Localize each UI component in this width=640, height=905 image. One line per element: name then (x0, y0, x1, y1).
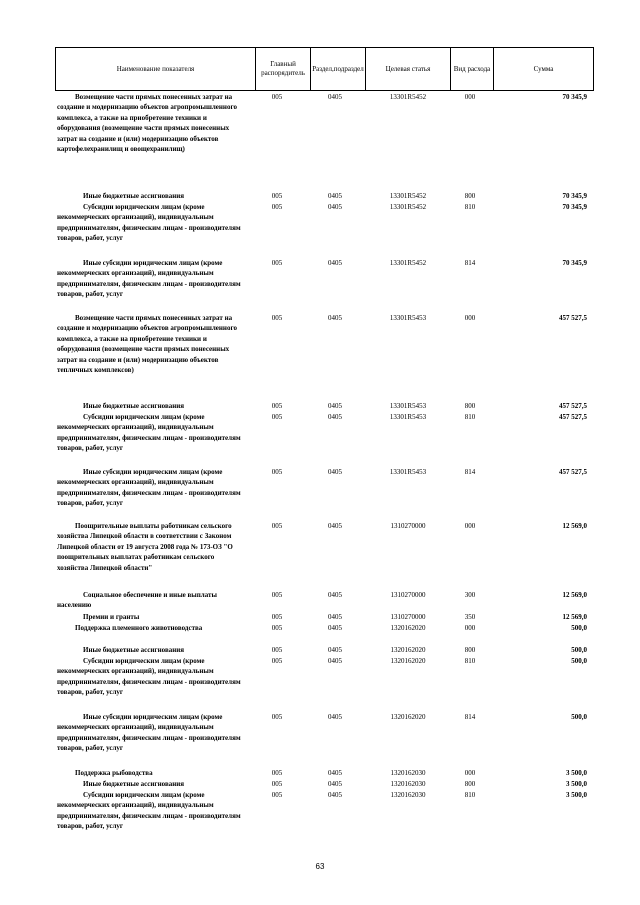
row-cs: 13301R5452 (389, 203, 427, 211)
row-cs: 1320162030 (390, 780, 426, 788)
row-sum: 12 569,0 (562, 591, 587, 599)
row-name: Иные бюджетные ассигнования (83, 646, 185, 654)
row-name: Иные субсидии юридическим лицам (кроме некоммерческих организаций), индивидуальным предпринимателям, физическим лицам - производителям товаров, работ, услуг (57, 468, 241, 508)
row-gr: 005 (271, 646, 283, 654)
row-vr: 810 (464, 791, 476, 799)
row-vr: 814 (464, 259, 476, 267)
row-name: Социальное обеспечение и иные выплаты населению (57, 591, 217, 610)
row-sum: 70 345,9 (562, 259, 587, 267)
row-cs: 13301R5453 (389, 468, 427, 476)
row-gr: 005 (271, 591, 283, 599)
row-sum: 3 500,0 (566, 791, 587, 799)
row-gr: 005 (271, 624, 283, 632)
row-rz: 0405 (328, 657, 342, 665)
row-rz: 0405 (328, 780, 342, 788)
header-section: Раздел,подраздел (311, 48, 366, 91)
header-main-manager: Главный распорядитель (256, 48, 311, 91)
row-vr: 810 (464, 657, 476, 665)
row-sum: 500,0 (571, 646, 587, 654)
row-gr: 005 (271, 203, 283, 211)
row-gr: 005 (271, 791, 283, 799)
row-sum: 500,0 (571, 657, 587, 665)
row-vr: 814 (464, 713, 476, 721)
row-gr: 005 (271, 259, 283, 267)
row-gr: 005 (271, 93, 283, 101)
row-vr: 350 (464, 613, 476, 621)
row-name: Иные бюджетные ассигнования (83, 192, 185, 200)
row-cs: 1320162030 (390, 791, 426, 799)
row-cs: 1310270000 (390, 522, 426, 530)
table-header (55, 47, 594, 91)
row-rz: 0405 (328, 624, 342, 632)
row-rz: 0405 (328, 413, 342, 421)
row-cs: 1320162020 (390, 657, 426, 665)
row-name: Возмещение части прямых понесенных затрат на создание и модернизацию объектов агропромышленного комплекса, а также на приобретение техники и оборудования (возмещение части прямых понесенных затрат на создание и (или) модернизацию объектов картофелехранилищ и овощехранилищ) (57, 93, 237, 154)
row-sum: 457 527,5 (559, 402, 587, 410)
row-name: Субсидии юридическим лицам (кроме некоммерческих организаций), индивидуальным предпринимателям, физическим лицам - производителям товаров, работ, услуг (57, 657, 241, 697)
row-rz: 0405 (328, 259, 342, 267)
row-gr: 005 (271, 613, 283, 621)
row-sum: 70 345,9 (562, 203, 587, 211)
row-vr: 800 (464, 192, 476, 200)
row-vr: 000 (464, 522, 476, 530)
row-sum: 12 569,0 (562, 522, 587, 530)
row-gr: 005 (271, 769, 283, 777)
row-cs: 13301R5452 (389, 192, 427, 200)
row-vr: 300 (464, 591, 476, 599)
row-name: Поддержка рыбоводства (75, 769, 153, 777)
row-name: Субсидии юридическим лицам (кроме некоммерческих организаций), индивидуальным предпринимателям, физическим лицам - производителям товаров, работ, услуг (57, 203, 241, 243)
row-sum: 3 500,0 (566, 769, 587, 777)
row-vr: 000 (464, 93, 476, 101)
row-cs: 1320162030 (390, 769, 426, 777)
header-name: Наименование показателя (56, 48, 256, 91)
row-gr: 005 (271, 413, 283, 421)
row-sum: 70 345,9 (562, 192, 587, 200)
row-gr: 005 (271, 657, 283, 665)
header-sum: Сумма (494, 48, 594, 91)
row-vr: 814 (464, 468, 476, 476)
row-cs: 13301R5452 (389, 259, 427, 267)
row-rz: 0405 (328, 646, 342, 654)
row-cs: 1310270000 (390, 613, 426, 621)
row-rz: 0405 (328, 591, 342, 599)
row-name: Иные бюджетные ассигнования (83, 780, 185, 788)
row-gr: 005 (271, 713, 283, 721)
row-rz: 0405 (328, 713, 342, 721)
row-cs: 1310270000 (390, 591, 426, 599)
row-vr: 800 (464, 646, 476, 654)
row-name: Поощрительные выплаты работникам сельского хозяйства Липецкой области в соответствии с Законом Липецкой области от 19 августа 2008 года № 173-ОЗ "О поощрительных выплатах работникам сельского хозяйства Липецкой области" (57, 522, 233, 572)
row-cs: 13301R5452 (389, 93, 427, 101)
row-name: Иные субсидии юридическим лицам (кроме некоммерческих организаций), индивидуальным предпринимателям, физическим лицам - производителям товаров, работ, услуг (57, 713, 241, 753)
row-name: Премии и гранты (83, 613, 140, 621)
row-sum: 500,0 (571, 624, 587, 632)
row-sum: 457 527,5 (559, 413, 587, 421)
row-gr: 005 (271, 780, 283, 788)
row-gr: 005 (271, 522, 283, 530)
row-sum: 457 527,5 (559, 314, 587, 322)
row-rz: 0405 (328, 93, 342, 101)
row-vr: 000 (464, 769, 476, 777)
row-vr: 000 (464, 314, 476, 322)
header-expense-type: Вид расхода (451, 48, 494, 91)
row-rz: 0405 (328, 203, 342, 211)
row-name: Субсидии юридическим лицам (кроме некоммерческих организаций), индивидуальным предпринимателям, физическим лицам - производителям товаров, работ, услуг (57, 791, 241, 831)
row-vr: 810 (464, 413, 476, 421)
row-rz: 0405 (328, 192, 342, 200)
row-gr: 005 (271, 402, 283, 410)
row-cs: 1320162020 (390, 713, 426, 721)
row-rz: 0405 (328, 791, 342, 799)
row-gr: 005 (271, 192, 283, 200)
row-sum: 12 569,0 (562, 613, 587, 621)
row-vr: 000 (464, 624, 476, 632)
row-rz: 0405 (328, 522, 342, 530)
row-rz: 0405 (328, 468, 342, 476)
row-sum: 70 345,9 (562, 93, 587, 101)
row-name: Поддержка племенного животноводства (75, 624, 203, 632)
row-vr: 800 (464, 780, 476, 788)
row-rz: 0405 (328, 402, 342, 410)
row-vr: 810 (464, 203, 476, 211)
row-cs: 13301R5453 (389, 402, 427, 410)
row-sum: 500,0 (571, 713, 587, 721)
row-gr: 005 (271, 314, 283, 322)
row-gr: 005 (271, 468, 283, 476)
row-rz: 0405 (328, 769, 342, 777)
row-sum: 457 527,5 (559, 468, 587, 476)
header-target: Целевая статья (366, 48, 451, 91)
row-cs: 13301R5453 (389, 314, 427, 322)
page-number: 63 (315, 862, 325, 871)
row-name: Субсидии юридическим лицам (кроме некоммерческих организаций), индивидуальным предпринимателям, физическим лицам - производителям товаров, работ, услуг (57, 413, 241, 453)
row-name: Возмещение части прямых понесенных затрат на создание и модернизацию объектов агропромышленного комплекса, а также на приобретение техники и оборудования (возмещение части прямых понесенных затрат на создание и (или) модернизацию объектов тепличных комплексов) (57, 314, 237, 375)
row-name: Иные субсидии юридическим лицам (кроме некоммерческих организаций), индивидуальным предпринимателям, физическим лицам - производителям товаров, работ, услуг (57, 259, 241, 299)
row-cs: 1320162020 (390, 624, 426, 632)
row-rz: 0405 (328, 314, 342, 322)
row-cs: 13301R5453 (389, 413, 427, 421)
row-vr: 800 (464, 402, 476, 410)
row-sum: 3 500,0 (566, 780, 587, 788)
row-cs: 1320162020 (390, 646, 426, 654)
row-name: Иные бюджетные ассигнования (83, 402, 185, 410)
row-rz: 0405 (328, 613, 342, 621)
